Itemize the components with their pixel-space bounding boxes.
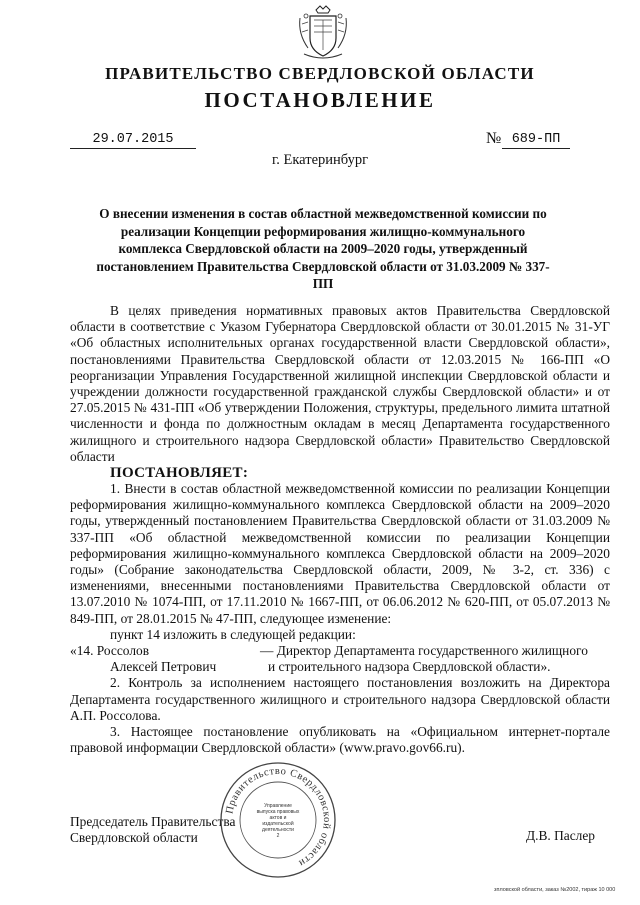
government-name: ПРАВИТЕЛЬСТВО СВЕРДЛОВСКОЙ ОБЛАСТИ — [105, 64, 535, 83]
stamp-inner-line5: 2 — [276, 833, 280, 839]
stamp-inner-text — [254, 803, 302, 839]
document-body — [70, 303, 610, 756]
item-3-paragraph: 3. Настоящее постановление опубликовать на «Официальном интернет-портале правовой информации Свердловской области» (www.pravo.gov66.ru). — [70, 724, 610, 756]
item-14-row — [70, 643, 610, 675]
document-number: 689-ПП — [502, 132, 570, 149]
stamp-inner-line4: деятельности — [262, 827, 294, 833]
signatory-position-line1: Председатель Правительства — [70, 814, 236, 829]
print-footer: зпловской области, заказ №2002, тираж 10 000 — [494, 887, 616, 893]
number-sign: № — [486, 130, 502, 147]
item-1-paragraph: 1. Внести в состав областной межведомственной комиссии по реализации Концепции реформирования жилищно-коммунального комплекса Свердловской области на 2009–2020 годы, утвержденный постановлением Правительства Свердловской области от 31.03.2009 № 337-ПП «Об областной межведомственной комиссии по реализации Концепции реформирования жилищно-коммунального комплекса Свердловской области на 2009–2020 годы» (Собрание законодательства Свердловской области, 2009, № 3-2, ст. 336) с изменениями, внесенными постановлениями Правительства Свердловской области от 13.07.2010 № 1074-ПП, от 17.11.2010 № 1667-ПП, от 06.06.2012 № 620-ПП, от 05.07.2013 № 849-ПП, от 28.01.2015 № 47-ПП, следующее изменение: — [70, 481, 610, 626]
stamp-inner-line3: актов и издательской — [262, 815, 294, 827]
coat-of-arms-icon — [296, 4, 350, 62]
document-city: г. Екатеринбург — [271, 152, 369, 168]
signatory-position — [70, 814, 235, 846]
stamp-ring-text: Правительство Свердловской области — [224, 765, 333, 869]
item-2-paragraph: 2. Контроль за исполнением настоящего постановления возложить на Директора Департамента государственного жилищного и строительного надзора Свердловской области А.П. Россолова. — [70, 675, 610, 723]
stamp-inner-line1: Управление — [264, 803, 292, 809]
document-date: 29.07.2015 — [70, 132, 196, 149]
item-14-role-line1: — Директор Департамента государственного жилищного — [260, 643, 588, 659]
signatory-position-line2: Свердловской области — [70, 830, 198, 845]
item-14-name-line2: Алексей Петрович — [110, 659, 217, 675]
item-1-subparagraph: пункт 14 изложить в следующей редакции: — [110, 626, 356, 642]
preamble-paragraph: В целях приведения нормативных правовых актов Правительства Свердловской области в соответствие с Указом Губернатора Свердловской области от 30.01.2015 № 31-УГ «Об областных исполнительных органах государственной власти Свердловской области», постановлениями Правительства Свердловской области от 12.03.2015 № 166-ПП «О реорганизации Управления Государственной жилищной инспекции Свердловской области и учреждении должности государственной гражданской службы Свердловской области» и от 27.05.2015 № 431-ПП «Об утверждении Положения, структуры, предельного лимита штатной численности и фонда по должностным окладам в месяц Департамента государственного жилищного и строительного надзора Свердловской области» Правительство Свердловской области — [70, 303, 610, 464]
decree-word: ПОСТАНОВЛЯЕТ: — [110, 465, 249, 482]
item-14-role-line2: и строительного надзора Свердловской области». — [268, 659, 551, 675]
signatory-name: Д.В. Паслер — [526, 828, 595, 843]
item-14-name-line1: «14. Россолов — [70, 643, 150, 659]
stamp-inner-line2: выпуска правовых — [256, 809, 300, 815]
document-type: ПОСТАНОВЛЕНИЕ — [204, 88, 436, 112]
document-heading: О внесении изменения в состав областной межведомственной комиссии по реализации Концепции реформирования жилищно-коммунального комплекса Свердловской области на 2009–2020 годы, утвержденный постановлением Правительства Свердловской области от 31.03.2009 № 337-ПП — [96, 206, 550, 291]
